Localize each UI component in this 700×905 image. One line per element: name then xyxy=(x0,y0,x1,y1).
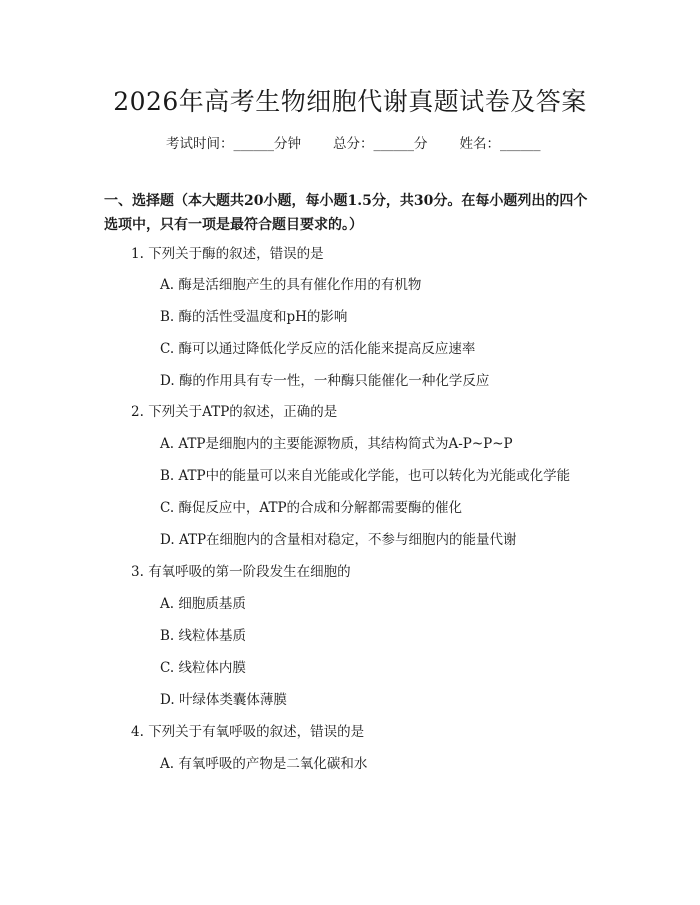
option-2c xyxy=(160,499,462,517)
page-title: 2026年高考生物细胞代谢真题试卷及答案 xyxy=(113,87,587,116)
question-stem: 下列关于ATP的叙述，正确的是 xyxy=(148,404,338,420)
option-text: 酶是活细胞产生的具有催化作用的有机物 xyxy=(178,277,422,293)
option-text: 酶的作用具有专一性，一种酶只能催化一种化学反应 xyxy=(178,373,490,389)
option-letter: B. xyxy=(160,309,175,325)
option-text: 线粒体基质 xyxy=(178,628,247,644)
option-text: ATP在细胞内的含量相对稳定，不参与细胞内的能量代谢 xyxy=(178,532,517,548)
option-letter: A. xyxy=(160,277,175,293)
option-letter: A. xyxy=(160,756,175,772)
option-1c xyxy=(160,340,475,358)
option-2a xyxy=(160,435,513,453)
option-text: ATP是细胞内的主要能源物质，其结构简式为A-P~P~P xyxy=(178,436,513,452)
option-letter: C. xyxy=(160,660,175,676)
option-letter: B. xyxy=(160,628,175,644)
total-score-field: 总分：______分 xyxy=(333,136,428,152)
option-text: 酶可以通过降低化学反应的活化能来提高反应速率 xyxy=(178,341,476,357)
option-letter: B. xyxy=(160,468,175,484)
student-name-field: 姓名：______ xyxy=(459,136,541,152)
option-2b xyxy=(160,467,570,485)
option-3b xyxy=(160,627,246,645)
question-2 xyxy=(131,403,337,421)
question-number: 1. xyxy=(131,246,144,262)
option-text: 叶绿体类囊体薄膜 xyxy=(178,692,287,708)
option-3a xyxy=(160,595,246,613)
option-3c xyxy=(160,659,246,677)
option-text: 酶的活性受温度和pH的影响 xyxy=(178,309,348,325)
option-1a xyxy=(160,276,421,294)
question-number: 4. xyxy=(131,724,144,740)
option-2d xyxy=(160,531,517,549)
option-letter: A. xyxy=(160,436,175,452)
option-letter: C. xyxy=(160,500,175,516)
option-text: ATP中的能量可以来自光能或化学能，也可以转化为光能或化学能 xyxy=(178,468,571,484)
option-letter: D. xyxy=(160,532,175,548)
option-letter: A. xyxy=(160,596,175,612)
question-number: 2. xyxy=(131,404,144,420)
option-1d xyxy=(160,372,489,390)
exam-time-field: 考试时间：______分钟 xyxy=(166,136,301,152)
question-4 xyxy=(131,723,364,741)
option-letter: D. xyxy=(160,692,175,708)
question-3 xyxy=(131,563,351,581)
option-text: 酶促反应中，ATP的合成和分解都需要酶的催化 xyxy=(178,500,463,516)
question-1 xyxy=(131,245,324,263)
question-stem: 有氧呼吸的第一阶段发生在细胞的 xyxy=(148,564,351,580)
option-1b xyxy=(160,308,347,326)
question-stem: 下列关于酶的叙述，错误的是 xyxy=(148,246,324,262)
option-4a xyxy=(160,755,367,773)
option-3d xyxy=(160,691,287,709)
question-number: 3. xyxy=(131,564,144,580)
section-heading: 一、选择题（本大题共20小题，每小题1.5分，共30分。在每小题列出的四个选项中，只有一项是最符合题目要求的。） xyxy=(104,193,588,233)
option-text: 线粒体内膜 xyxy=(178,660,246,676)
exam-meta-row xyxy=(166,132,541,152)
question-stem: 下列关于有氧呼吸的叙述，错误的是 xyxy=(148,724,365,740)
option-letter: C. xyxy=(160,341,175,357)
option-text: 细胞质基质 xyxy=(178,596,246,612)
option-letter: D. xyxy=(160,373,175,389)
option-text: 有氧呼吸的产物是二氧化碳和水 xyxy=(178,756,368,772)
